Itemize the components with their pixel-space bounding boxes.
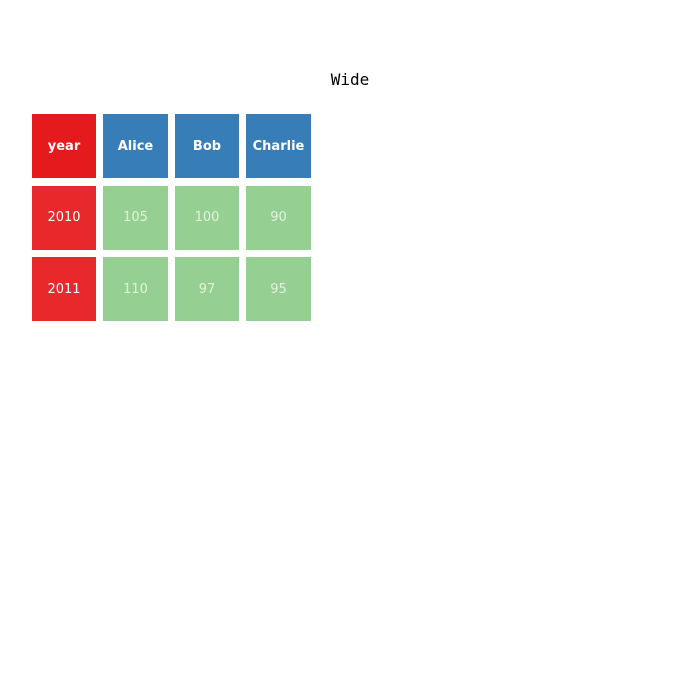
column-header-alice: Alice (103, 114, 168, 178)
column-header-bob: Bob (175, 114, 239, 178)
row-2011-charlie: 95 (246, 257, 311, 321)
chart-title: Wide (330, 70, 370, 89)
row-2011-bob: 97 (175, 257, 239, 321)
row-2011-year: 2011 (32, 257, 96, 321)
row-2010-alice: 105 (103, 186, 168, 250)
row-2010-year: 2010 (32, 186, 96, 250)
row-2011-alice: 110 (103, 257, 168, 321)
row-2010-bob: 100 (175, 186, 239, 250)
wide-table (32, 114, 311, 321)
column-header-charlie: Charlie (246, 114, 311, 178)
column-header-year: year (32, 114, 96, 178)
row-2010-charlie: 90 (246, 186, 311, 250)
